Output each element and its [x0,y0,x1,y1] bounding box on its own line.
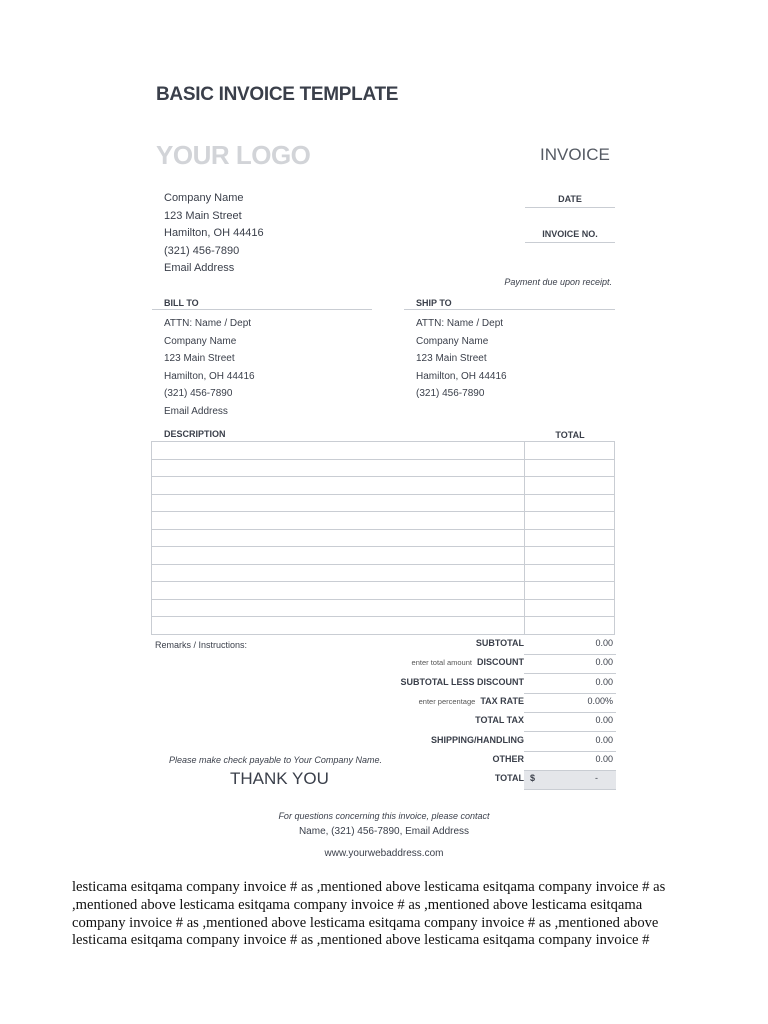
other-value: 0.00 [595,754,613,764]
ship-to-block [416,315,507,403]
subtotal-row [360,636,616,655]
payment-note: Payment due upon receipt. [504,277,612,287]
total-cell[interactable] [525,599,615,617]
discount-hint: enter total amount [411,658,472,667]
description-cell[interactable] [152,529,525,547]
ship-to-label: SHIP TO [416,298,452,308]
description-cell[interactable] [152,547,525,565]
discount-label: DISCOUNT [477,657,524,667]
total-label: TOTAL [494,773,524,783]
less-discount-row [360,675,616,694]
date-field-line[interactable] [525,207,615,208]
tax-rate-value: 0.00% [587,696,613,706]
bill-to-block [164,315,255,420]
check-payable-note: Please make check payable to Your Company Name. [169,755,382,765]
description-cell[interactable] [152,459,525,477]
tax-rate-row [360,694,616,713]
line-items-table [151,441,615,635]
total-value: - [595,773,598,783]
table-row [152,617,615,635]
date-label: DATE [558,194,582,204]
total-cell[interactable] [525,547,615,565]
company-name: Company Name [164,192,244,204]
shipping-value: 0.00 [595,735,613,745]
less-discount-label: SUBTOTAL LESS DISCOUNT [400,677,524,687]
description-cell[interactable] [152,477,525,495]
ship-to-divider [404,309,615,310]
logo-placeholder: YOUR LOGO [156,140,311,170]
total-tax-value: 0.00 [595,715,613,725]
bill-to-city: Hamilton, OH 44416 [164,370,255,382]
tax-rate-label-group [419,696,524,706]
bill-to-company: Company Name [164,335,237,347]
body-paragraph: lesticama esitqama company invoice # as ,mentioned above lesticama esitqama company invoice # as ,mentioned above lesticama esitqama company invoice # as ,mentioned above lesticama esitqama company invoice # as ,mentioned above lesticama esitqama company invoice # as ,mentioned above lesticama esitqama company invoice # as ,mentioned above lesticama esitqama company invoice # [72,879,666,949]
questions-note: For questions concerning this invoice, please contact [278,811,490,821]
total-currency: $ [530,773,536,783]
total-header: TOTAL [555,430,585,440]
bill-to-attn: ATTN: Name / Dept [164,318,252,329]
remarks-label: Remarks / Instructions: [155,640,248,650]
ship-to-phone: (321) 456-7890 [416,388,485,399]
table-row [152,582,615,600]
company-email: Email Address [164,262,235,274]
ship-to-attn: ATTN: Name / Dept [416,318,504,329]
less-discount-value: 0.00 [595,677,613,687]
other-row [360,752,616,771]
total-cell[interactable] [525,494,615,512]
subtotal-label: SUBTOTAL [475,638,524,648]
total-cell[interactable] [525,582,615,600]
contact-line: Name, (321) 456-7890, Email Address [298,826,470,837]
description-cell[interactable] [152,582,525,600]
thank-you-text: THANK YOU [230,769,329,788]
description-cell[interactable] [152,599,525,617]
total-cell[interactable] [525,477,615,495]
document-title: BASIC INVOICE TEMPLATE [156,84,399,105]
ship-to-city: Hamilton, OH 44416 [416,370,507,382]
tax-rate-label: TAX RATE [480,696,524,706]
total-cell[interactable] [525,442,615,460]
total-cell[interactable] [525,512,615,530]
total-row [360,771,616,790]
company-street: 123 Main Street [164,209,242,222]
total-tax-label: TOTAL TAX [475,715,524,725]
table-row [152,494,615,512]
bill-to-email: Email Address [164,405,228,417]
shipping-label: SHIPPING/HANDLING [430,735,524,745]
total-cell[interactable] [525,459,615,477]
bill-to-phone: (321) 456-7890 [164,388,233,399]
bill-to-label: BILL TO [164,298,199,308]
description-cell[interactable] [152,494,525,512]
total-cell[interactable] [525,564,615,582]
description-cell[interactable] [152,564,525,582]
table-row [152,459,615,477]
total-value-box[interactable] [524,771,616,790]
bill-to-street: 123 Main Street [164,353,235,364]
description-cell[interactable] [152,617,525,635]
invoice-heading: INVOICE [540,145,610,164]
total-tax-row [360,713,616,732]
invoice-no-label: INVOICE NO. [542,229,598,239]
ship-to-company: Company Name [416,335,489,347]
subtotal-value: 0.00 [595,638,613,648]
shipping-row [360,733,616,752]
description-cell[interactable] [152,512,525,530]
total-cell[interactable] [525,529,615,547]
table-row [152,599,615,617]
company-city: Hamilton, OH 44416 [164,227,264,239]
tax-rate-hint: enter percentage [418,697,476,706]
discount-row [360,655,616,674]
discount-value: 0.00 [595,657,613,667]
description-cell[interactable] [152,442,525,460]
table-row [152,512,615,530]
invoice-no-field-line[interactable] [525,242,615,243]
table-row [152,529,615,547]
website-link[interactable]: www.yourwebaddress.com [324,848,444,859]
description-header: DESCRIPTION [164,429,226,439]
bill-to-divider [152,309,372,310]
table-row [152,547,615,565]
ship-to-street: 123 Main Street [416,353,487,364]
table-row [152,442,615,460]
discount-label-group [412,657,524,667]
company-block [164,190,264,278]
total-cell[interactable] [525,617,615,635]
table-row [152,477,615,495]
other-label: OTHER [492,754,524,764]
company-phone: (321) 456-7890 [164,244,240,257]
table-row [152,564,615,582]
